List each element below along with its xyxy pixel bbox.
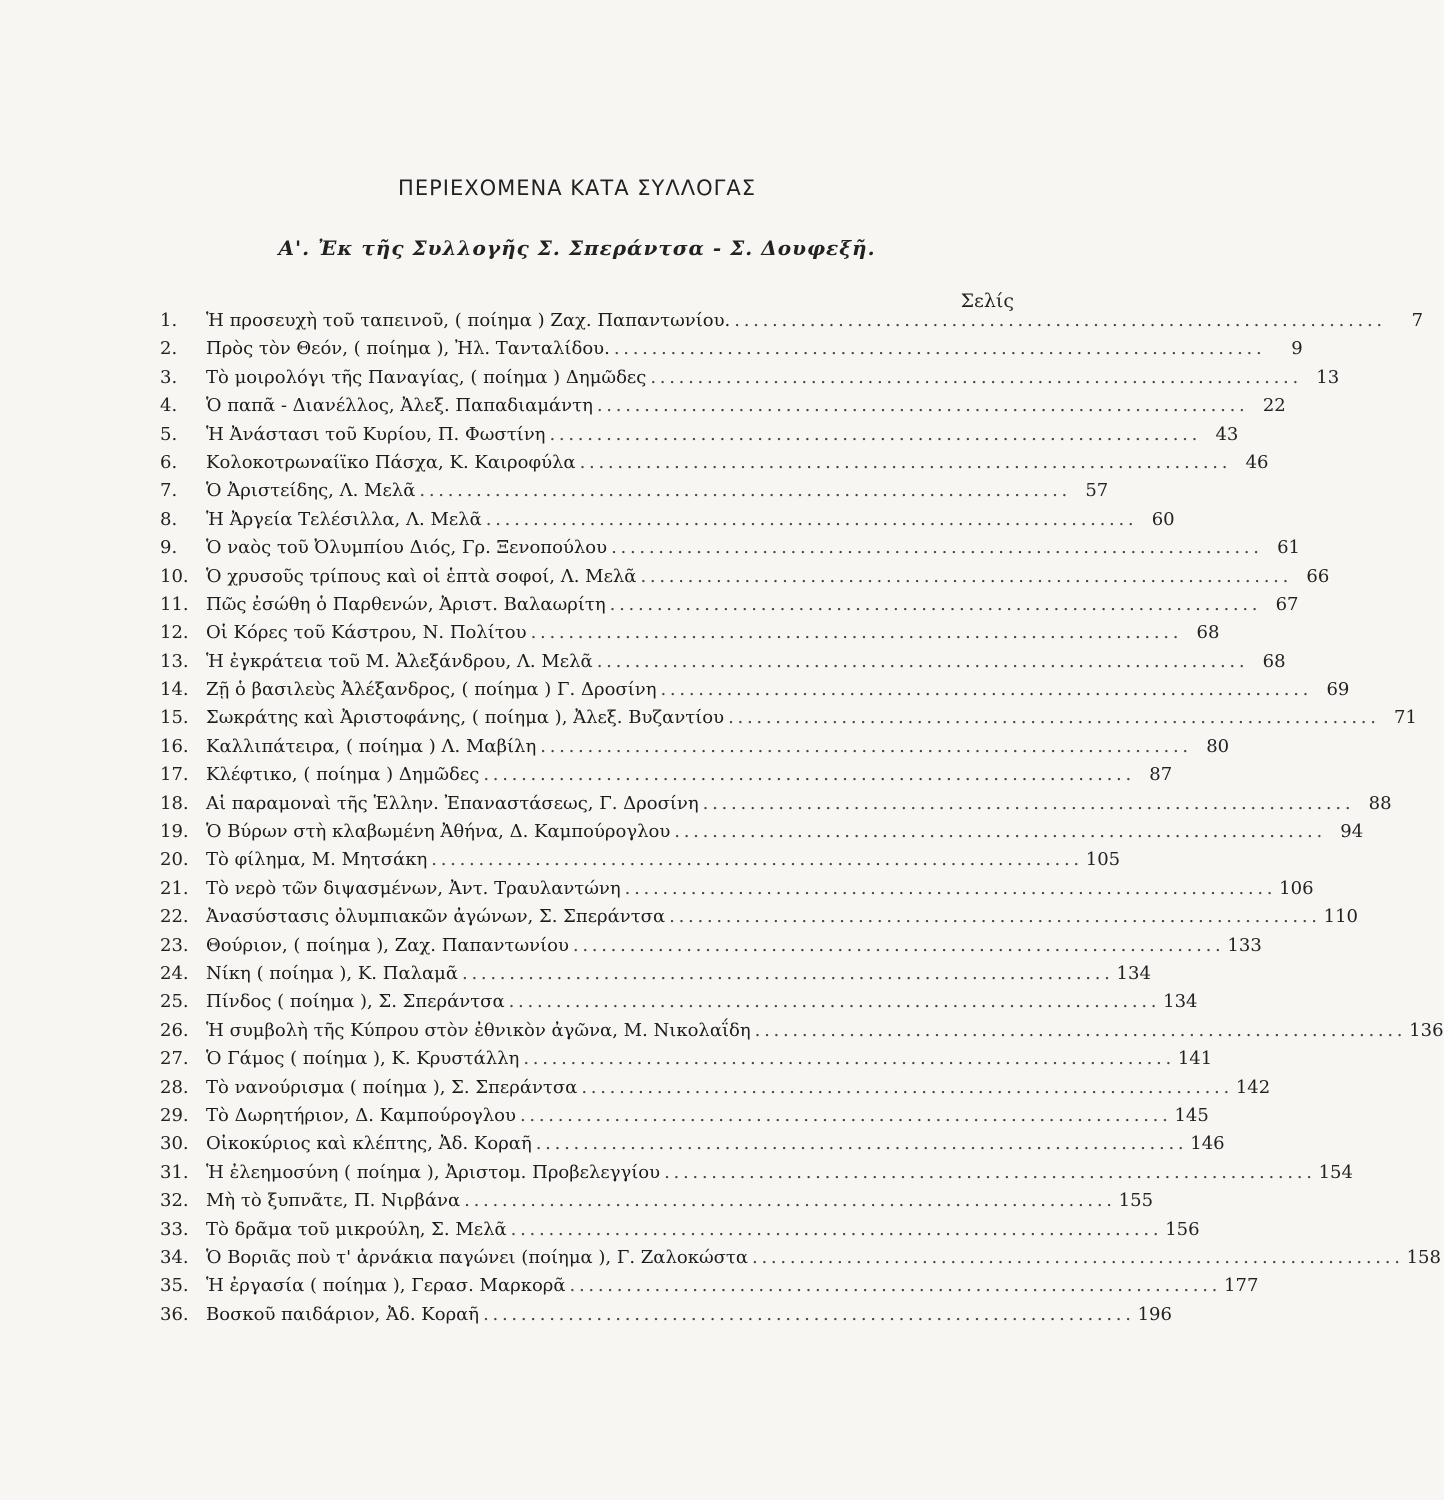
dot-leader [730,310,1385,331]
dot-leader [505,991,1160,1012]
toc-entry-title: Θούριον, ( ποίημα ), Ζαχ. Παπαντωνίου [206,934,569,956]
toc-entry-number: 6. [160,451,178,473]
toc-entry-number: 1. [160,310,178,331]
toc-entry-title: Ὁ ναὸς τοῦ Ὀλυμπίου Διός, Γρ. Ξενοπούλου [206,537,608,559]
dot-leader [621,878,1276,899]
table-of-contents [160,310,1444,1332]
toc-entry-number: 34. [160,1246,189,1268]
dot-leader [660,1162,1315,1183]
dot-leader [460,1190,1115,1211]
toc-entry-title: Ἀνασύστασις ὀλυμπιακῶν ἀγώνων, Σ. Σπεράντσα [206,906,666,928]
toc-entry-title: Κλέφτικο, ( ποίημα ) Δημῶδες [206,764,480,786]
dot-leader [593,395,1248,416]
dot-leader [545,424,1200,445]
dot-leader [576,452,1231,473]
toc-entry-title: Ὁ Γάμος ( ποίημα ), Κ. Κρυστάλλη [206,1048,520,1070]
toc-entry-page: 46 [1245,451,1269,473]
toc-entry-title: Τὸ φίλημα, Μ. Μητσάκη [206,849,428,871]
toc-entry-number: 21. [160,877,189,899]
toc-entry [160,707,1417,735]
toc-entry-title: Ἡ ἐλεημοσύνη ( ποίημα ), Ἀριστομ. Προβελεγγίου [206,1161,661,1183]
toc-entry-title: Αἱ παραμοναὶ τῆς Ἑλλην. Ἐπαναστάσεως, Γ. Δροσίνη [206,792,699,814]
toc-entry-page: 60 [1151,508,1175,530]
toc-entry-title: Πρὸς τὸν Θεόν, ( ποίημα ), Ἠλ. Τανταλίδου. [206,338,610,360]
dot-leader [536,736,1191,757]
toc-entry-page: 57 [1085,480,1109,502]
toc-entry-page: 67 [1275,593,1299,615]
toc-entry-page: 94 [1340,821,1364,843]
toc-entry-title: Τὸ Δωρητήριον, Δ. Καμπούρογλου [206,1104,516,1126]
toc-entry-page: 158 [1406,1246,1441,1268]
toc-entry-number: 11. [160,593,189,615]
toc-entry [160,792,1392,821]
toc-entry [160,395,1286,423]
toc-entry-title: Τὸ νανούρισμα ( ποίημα ), Σ. Σπεράντσα [206,1076,578,1098]
dot-leader [699,793,1354,814]
dot-leader [479,1304,1134,1325]
toc-entry-number: 13. [160,650,189,672]
toc-entry-page: 105 [1085,849,1121,871]
toc-entry [160,877,1314,906]
dot-leader [516,1105,1171,1126]
dot-leader [519,1048,1174,1069]
dot-leader [670,821,1325,842]
dot-leader [566,1275,1221,1296]
toc-entry [160,310,1424,338]
toc-entry-page: 155 [1118,1190,1154,1212]
toc-entry-title: Ἡ ἐγκράτεια τοῦ Μ. Ἀλεξάνδρου, Λ. Μελᾶ [206,650,593,672]
toc-entry-title: Τὸ δρᾶμα τοῦ μικρούλη, Σ. Μελᾶ [206,1218,507,1240]
toc-entry [160,451,1269,480]
toc-entry-number: 14. [160,679,189,701]
dot-leader [482,509,1137,530]
toc-entry [160,423,1239,452]
toc-entry-number: 20. [160,849,189,871]
toc-entry-page: 68 [1262,650,1286,672]
toc-entry-page: 134 [1116,962,1151,984]
toc-entry-page: 146 [1190,1133,1225,1155]
toc-entry-title: Ὁ χρυσοῦς τρίπους καὶ οἱ ἑπτὰ σοφοί, Λ. Μελᾶ [206,565,637,587]
toc-entry-page: 68 [1196,622,1220,644]
toc-entry-title: Ζῇ ὁ βασιλεὺς Ἀλέξανδρος, ( ποίημα ) Γ. Δροσίνη [206,679,657,701]
toc-entry [160,537,1300,565]
dot-leader [593,651,1248,672]
toc-entry-number: 15. [160,707,189,729]
toc-entry [160,764,1173,792]
toc-entry-page: 134 [1163,991,1198,1013]
toc-entry-title: Ὁ παπᾶ - Διανέλλος, Ἀλεξ. Παπαδιαμάντη [206,395,593,417]
toc-entry [160,1133,1225,1161]
toc-entry-number: 31. [160,1161,189,1183]
toc-entry-number: 19. [160,821,189,843]
toc-entry-title: Οἰκοκύριος καὶ κλέπτης, Ἀδ. Κοραῆ [206,1133,532,1155]
toc-entry-page: 106 [1279,877,1314,899]
toc-entry [160,1104,1209,1133]
toc-entry [160,906,1358,934]
dot-leader [527,622,1182,643]
toc-entry [160,735,1230,764]
dot-leader [507,1219,1162,1240]
toc-entry-page: 154 [1318,1161,1353,1183]
toc-entry [160,480,1109,508]
dot-leader [532,1133,1187,1154]
toc-entry [160,508,1175,537]
toc-entry-number: 3. [160,366,178,388]
toc-entry [160,1190,1154,1218]
toc-entry-title: Οἱ Κόρες τοῦ Κάστρου, Ν. Πολίτου [206,622,527,644]
toc-entry-title: Καλλιπάτειρα, ( ποίημα ) Λ. Μαβίλη [206,735,537,757]
toc-entry-number: 17. [160,764,189,786]
toc-entry [160,934,1262,963]
dot-leader [569,935,1224,956]
dot-leader [458,963,1113,984]
toc-entry [160,1275,1259,1303]
toc-entry-page: 136 [1409,1019,1444,1041]
dot-leader [415,480,1070,501]
toc-entry-number: 2. [160,338,178,360]
page-column-label: Σελίς [960,290,1014,312]
toc-entry-number: 9. [160,537,178,559]
toc-entry-number: 25. [160,991,189,1013]
toc-entry-number: 4. [160,395,178,417]
toc-entry-title: Ὁ Ἀριστείδης, Λ. Μελᾶ [206,480,416,502]
toc-entry-title: Νίκη ( ποίημα ), Κ. Παλαμᾶ [206,962,459,984]
toc-entry-number: 27. [160,1048,189,1070]
toc-entry-number: 23. [160,934,189,956]
dot-leader [479,764,1134,785]
toc-entry-page: 145 [1174,1104,1209,1126]
toc-entry-number: 22. [160,906,189,928]
toc-entry-title: Πίνδος ( ποίημα ), Σ. Σπεράντσα [206,991,505,1013]
toc-entry [160,821,1364,849]
dot-leader [606,594,1261,615]
toc-entry-number: 26. [160,1019,189,1041]
dot-leader [724,707,1379,728]
toc-entry [160,679,1350,707]
toc-entry [160,962,1151,991]
toc-entry-page: 22 [1262,395,1286,417]
toc-entry-page: 88 [1368,792,1392,814]
toc-entry-title: Ἡ προσευχὴ τοῦ ταπεινοῦ, ( ποίημα ) Ζαχ. Παπαντωνίου. [206,310,731,331]
dot-leader [577,1077,1232,1098]
toc-entry-page: 69 [1326,679,1350,701]
collection-subheading: Α'. Ἐκ τῆς Συλλογῆς Σ. Σπεράντσα - Σ. Δουφεξῆ. [278,236,876,260]
dot-leader [610,338,1265,359]
toc-entry [160,565,1330,594]
toc-entry-number: 30. [160,1133,189,1155]
toc-entry [160,1048,1213,1076]
toc-entry-page: 110 [1323,906,1358,928]
toc-entry-title: Ἡ Ἀργεία Τελέσιλλα, Λ. Μελᾶ [206,508,482,530]
toc-entry-page: 61 [1277,537,1300,559]
dot-leader [665,906,1320,927]
toc-entry [160,622,1220,650]
toc-entry-number: 35. [160,1275,189,1297]
dot-leader [656,679,1311,700]
toc-entry-number: 29. [160,1104,189,1126]
toc-entry-title: Πῶς ἐσώθη ὁ Παρθενών, Ἀριστ. Βαλαωρίτη [206,593,606,615]
toc-entry-title: Ὁ Βύρων στὴ κλαβωμένη Ἀθήνα, Δ. Καμπούρογλου [206,821,671,843]
toc-entry-page: 66 [1306,565,1330,587]
toc-entry [160,650,1286,679]
page-heading: ΠΕΡΙΕΧΟΜΕΝΑ ΚΑΤΑ ΣΥΛΛΟΓΑΣ [398,176,756,200]
toc-entry-title: Ἡ ἐργασία ( ποίημα ), Γερασ. Μαρκορᾶ [206,1275,566,1297]
toc-entry-title: Βοσκοῦ παιδάριον, Ἀδ. Κοραῆ [206,1303,480,1325]
toc-entry [160,338,1303,366]
toc-entry-page: 71 [1394,707,1417,729]
toc-entry-title: Κολοκοτρωναίϊκο Πάσχα, Κ. Καιροφύλα [206,451,576,473]
dot-leader [751,1020,1406,1041]
toc-entry-title: Τὸ μοιρολόγι τῆς Παναγίας, ( ποίημα ) Δημῶδες [206,366,647,388]
dot-leader [646,367,1301,388]
toc-entry-title: Μὴ τὸ ξυπνᾶτε, Π. Νιρβάνα [206,1190,461,1212]
toc-entry [160,1076,1271,1105]
toc-entry-number: 12. [160,622,189,644]
toc-entry-number: 28. [160,1076,189,1098]
toc-entry [160,366,1340,395]
toc-entry [160,991,1198,1019]
toc-entry-number: 24. [160,962,189,984]
toc-entry [160,593,1299,622]
toc-entry-title: Ἡ συμβολὴ τῆς Κύπρου στὸν ἐθνικὸν ἀγῶνα, Μ. Νικολαΐδη [206,1019,751,1041]
toc-entry [160,1246,1441,1275]
toc-entry-page: 133 [1227,934,1262,956]
toc-entry-page: 142 [1235,1076,1271,1098]
toc-entry-number: 5. [160,423,178,445]
toc-entry [160,1019,1444,1048]
toc-entry-page: 141 [1177,1048,1213,1070]
toc-entry [160,849,1121,877]
toc-entry-page: 196 [1137,1303,1172,1325]
toc-entry-number: 18. [160,792,189,814]
toc-entry-page: 9 [1291,338,1303,360]
toc-entry-page: 87 [1149,764,1173,786]
toc-entry-number: 32. [160,1190,189,1212]
dot-leader [427,849,1082,870]
toc-entry-page: 156 [1165,1218,1200,1240]
toc-entry-page: 177 [1224,1275,1259,1297]
toc-entry [160,1218,1200,1247]
toc-entry-page: 13 [1316,366,1340,388]
toc-entry-number: 16. [160,735,189,757]
toc-entry-title: Σωκράτης καὶ Ἀριστοφάνης, ( ποίημα ), Ἀλεξ. Βυζαντίου [206,707,725,729]
toc-entry-page: 7 [1411,310,1424,331]
toc-entry-number: 7. [160,480,178,502]
toc-entry [160,1161,1353,1190]
dot-leader [748,1247,1403,1268]
toc-entry-title: Ὁ Βοριᾶς ποὺ τ' ἀρνάκια παγώνει (ποίημα ), Γ. Ζαλοκώστα [206,1246,749,1268]
dot-leader [636,566,1291,587]
toc-entry-number: 8. [160,508,178,530]
toc-entry-number: 36. [160,1303,189,1325]
toc-entry-page: 43 [1215,423,1239,445]
toc-entry-page: 80 [1206,735,1230,757]
toc-entry [160,1303,1172,1332]
dot-leader [607,537,1262,558]
toc-entry-title: Ἡ Ἀνάστασι τοῦ Κυρίου, Π. Φωστίνη [206,423,546,445]
toc-entry-number: 10. [160,565,189,587]
toc-entry-title: Τὸ νερὸ τῶν διψασμένων, Ἀντ. Τραυλαντώνη [206,877,621,899]
toc-entry-number: 33. [160,1218,189,1240]
